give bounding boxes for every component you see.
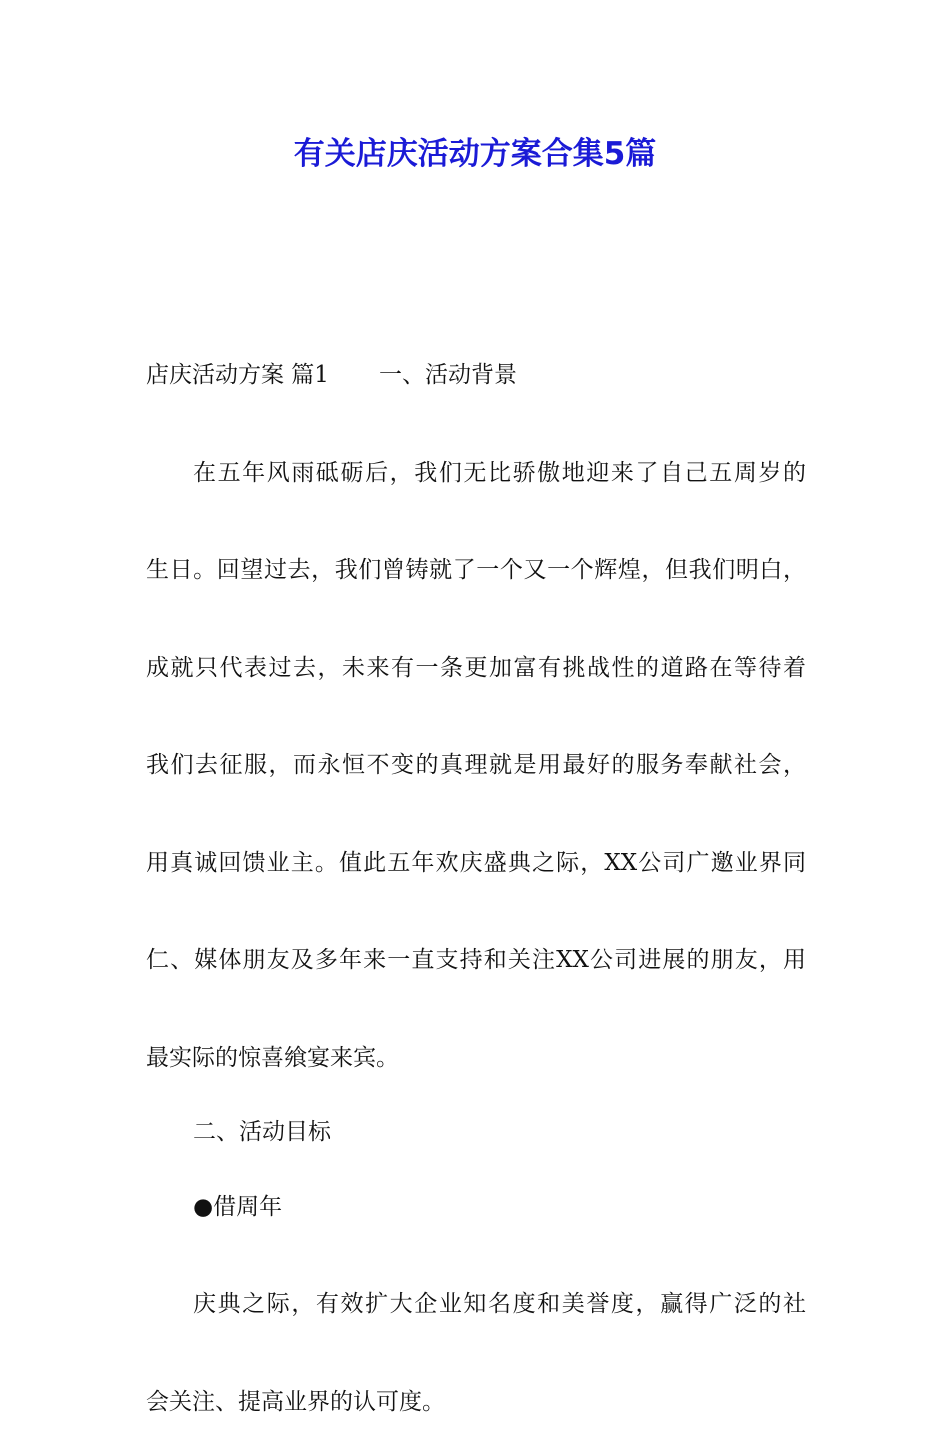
section-header-line	[146, 338, 814, 413]
para2-line-1: 庆典之际，有效扩大企业知名度和美誉度，赢得广泛的社	[146, 1267, 806, 1342]
para1-line-2: 生日。回望过去，我们曾铸就了一个又一个辉煌，但我们明白，	[146, 533, 806, 608]
para1-line-7: 最实际的惊喜飨宴来宾。	[146, 1021, 814, 1096]
para1-line-5: 用真诚回馈业主。值此五年欢庆盛典之际，XX公司广邀业界同	[146, 826, 806, 901]
section1-heading: 一、活动背景	[379, 362, 517, 388]
document-body	[146, 338, 814, 1439]
para1-line-3: 成就只代表过去，未来有一条更加富有挑战性的道路在等待着	[146, 631, 806, 706]
para2-line-2: 会关注、提高业界的认可度。	[146, 1365, 814, 1439]
para1-line-4: 我们去征服，而永恒不变的真理就是用最好的服务奉献社会，	[146, 728, 806, 803]
document-title: 有关店庆活动方案合集5篇	[0, 128, 950, 180]
section2-heading: 二、活动目标	[146, 1095, 814, 1170]
para1-line-1: 在五年风雨砥砺后，我们无比骄傲地迎来了自己五周岁的	[146, 436, 806, 511]
para1-line-6: 仁、媒体朋友及多年来一直支持和关注XX公司进展的朋友，用	[146, 923, 806, 998]
bullet-item: ●借周年	[146, 1170, 814, 1245]
section-label: 店庆活动方案 篇1	[146, 362, 329, 388]
